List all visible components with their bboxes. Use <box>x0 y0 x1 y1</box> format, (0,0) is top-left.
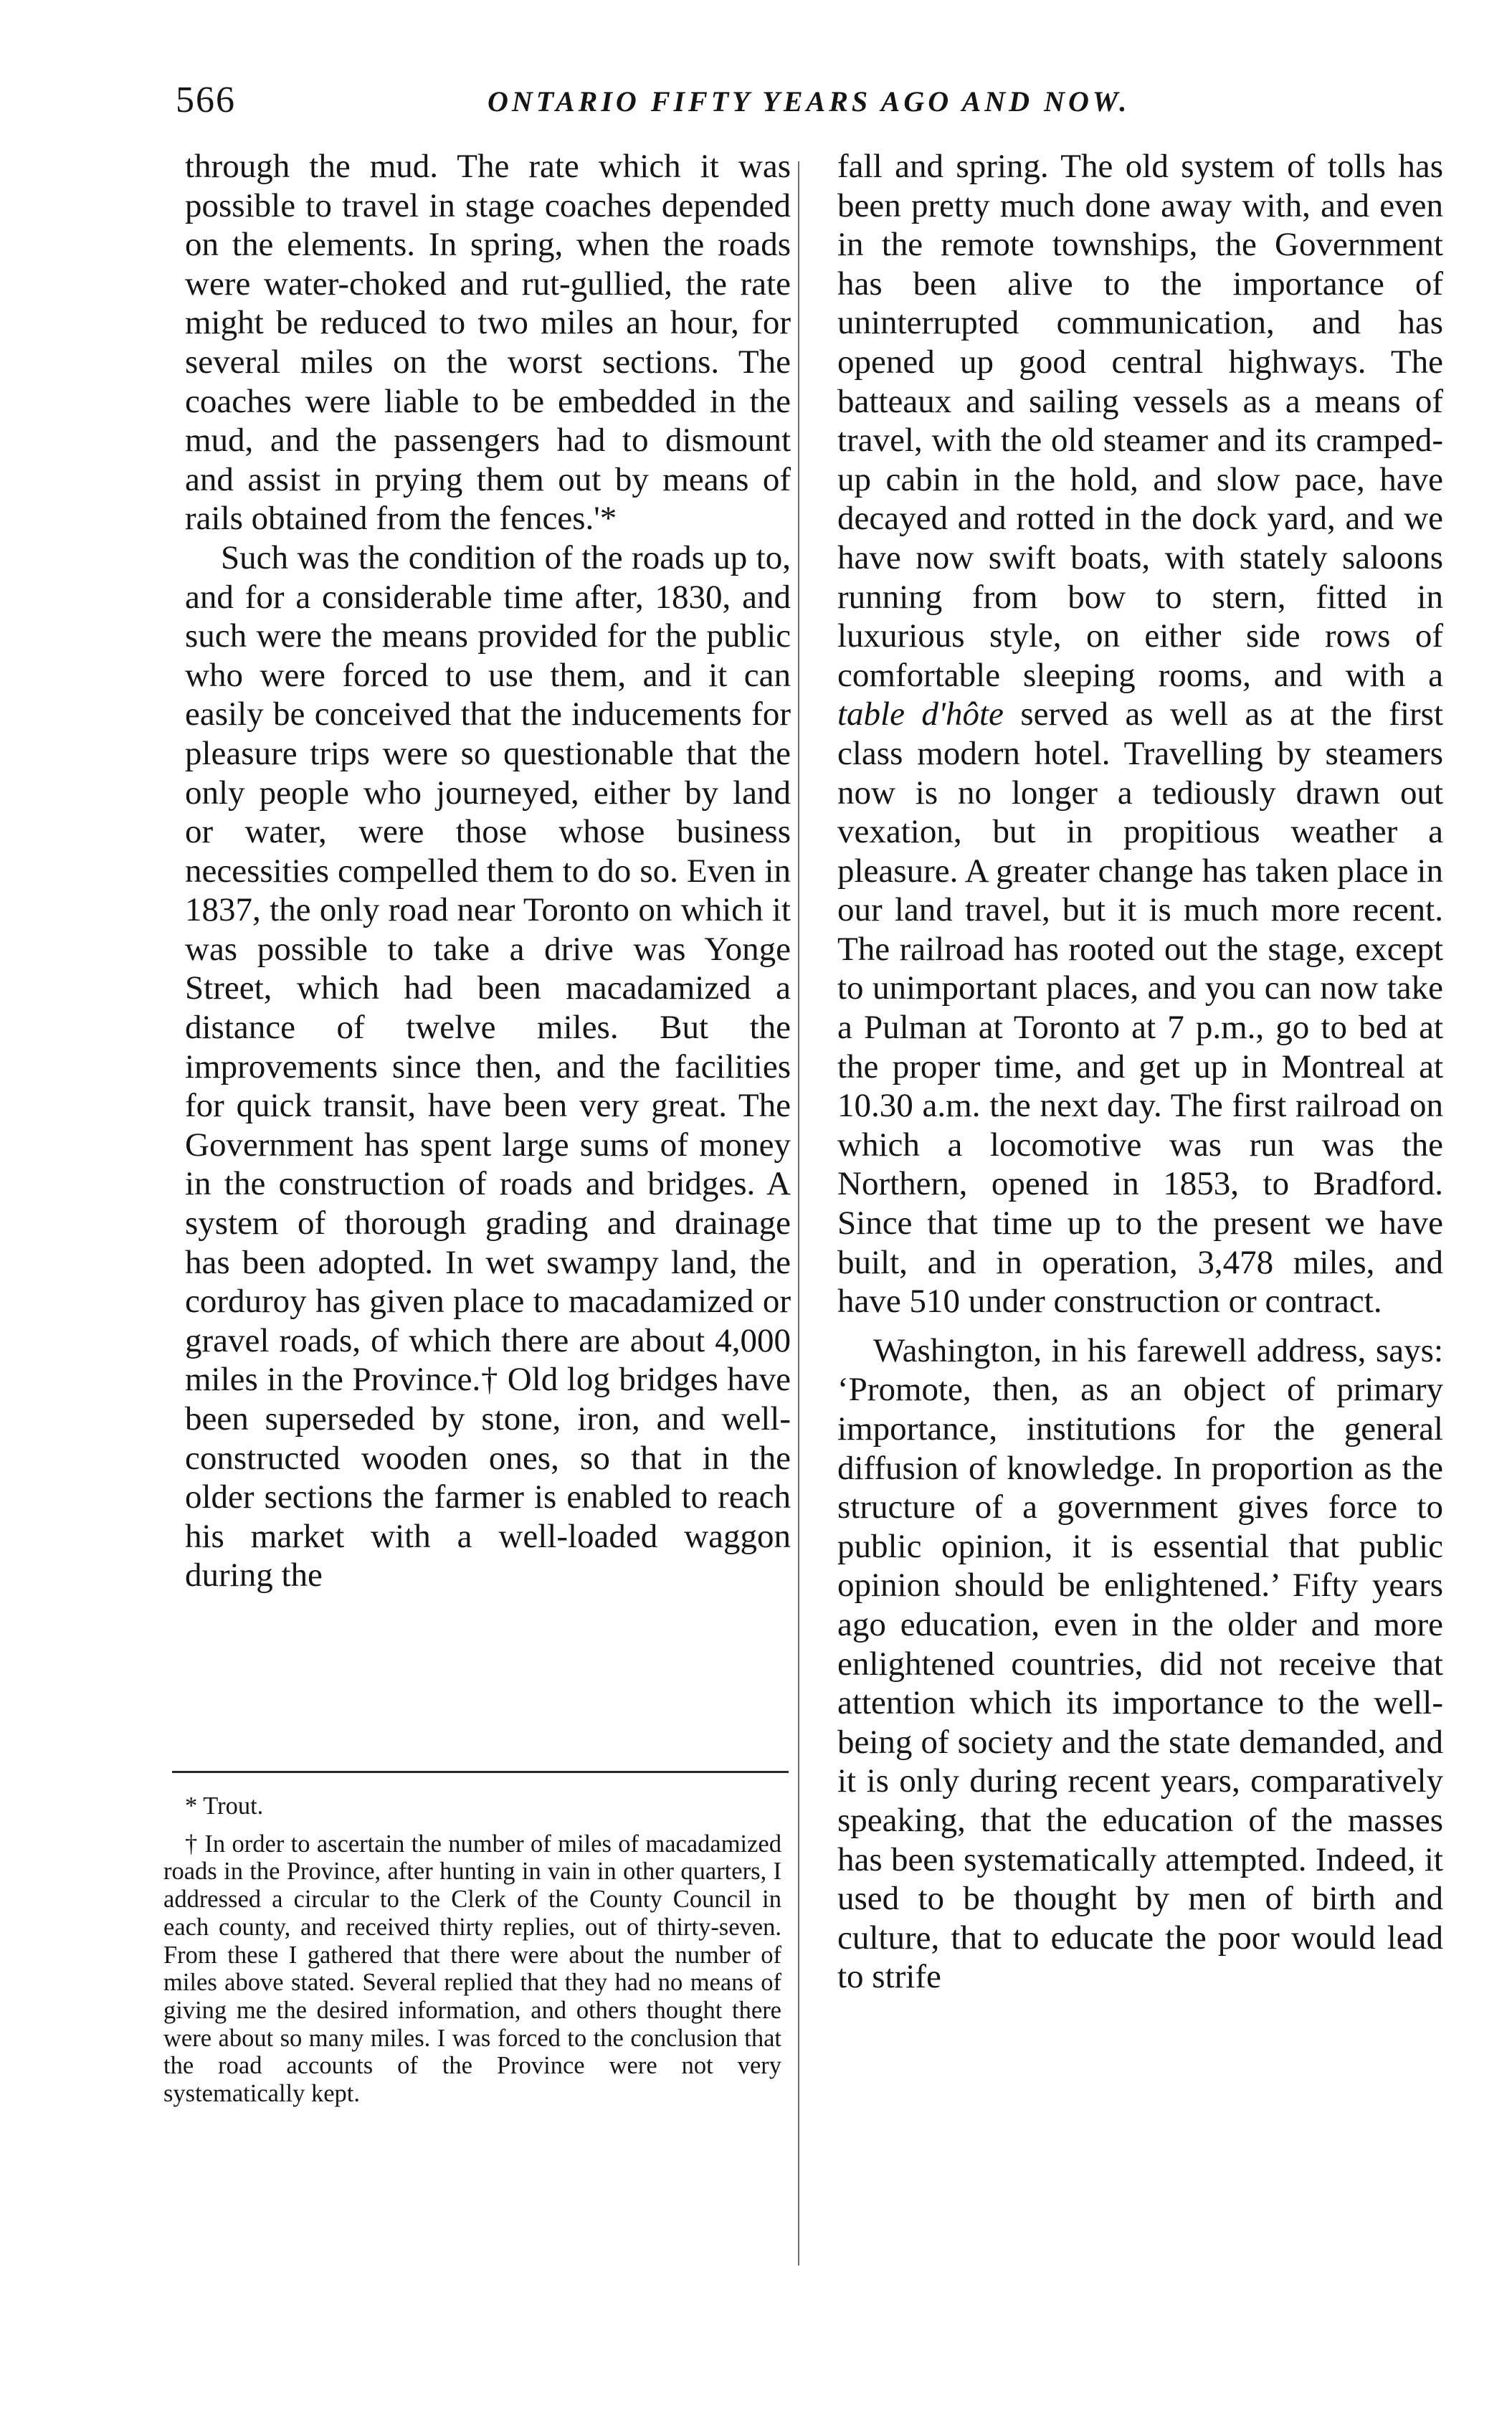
page-number: 566 <box>176 80 236 120</box>
italic-phrase: table d'hôte <box>837 695 1004 733</box>
left-column <box>185 147 791 1595</box>
right-column <box>837 147 1443 1997</box>
footnote-rule <box>172 1771 789 1773</box>
footnote-1: * Trout. <box>185 1792 264 1820</box>
right-paragraph-1-part-1: fall and spring. The old system of tolls has been pretty much done away with, and even in the remote townships, the Government has been alive to the importance of uninterrupted communication, and has opened up good central highways. The batteaux and sailing vessels as a means of travel, with the old steamer and its cramped-up cabin in the hold, and slow pace, have decayed and rotted in the dock yard, and we have now swift boats, with stately saloons running from bow to stern, fitted in luxurious style, on either side rows of comfortable sleeping rooms, and with a <box>837 148 1443 694</box>
right-paragraph-1 <box>837 147 1443 1321</box>
footnote-2: † In order to ascertain the number of miles of macadamized roads in the Province, after hunting in vain in other quarters, I addressed a circular to the Clerk of the County Council in each county, and received thirty replies, out of thirty-seven. From these I gathered that there were about the number of miles above stated. Several replied that they had no means of giving me the desired information, and others thought there were about so many miles. I was forced to the conclusion that the road accounts of the Province were not very systematically kept. <box>163 1830 781 2108</box>
right-paragraph-2: Washington, in his farewell address, says: ‘Promote, then, as an object of primary importance, institutions for the general diffusion of knowledge. In proportion as the structure of a government gives force to public opinion, it is essential that public opinion should be enlightened.’ Fifty years ago education, even in the older and more enlightened countries, did not receive that attention which its importance to the well-being of society and the state demanded, and it is only during recent years, comparatively speaking, that the education of the masses has been systematically attempted. Indeed, it used to be thought by men of birth and culture, that to educate the poor would lead to strife <box>837 1331 1443 1996</box>
left-paragraph-2: Such was the condition of the roads up to, and for a considerable time after, 1830, and such were the means provided for the public who were forced to use them, and it can easily be conceived that the inducements for pleasure trips were so questionable that the only people who journeyed, either by land or water, were those whose business necessities compelled them to do so. Even in 1837, the only road near Toronto on which it was possible to take a drive was Yonge Street, which had been macadamized a distance of twelve miles. But the improvements since then, and the facilities for quick transit, have been very great. The Government has spent large sums of money in the construction of roads and bridges. A system of thorough grading and drainage has been adopted. In wet swampy land, the corduroy has given place to macadamized or gravel roads, of which there are about 4,000 miles in the Province.† Old log bridges have been superseded by stone, iron, and well-constructed wooden ones, so that in the older sections the farmer is enabled to reach his market with a well-loaded waggon during the <box>185 538 791 1595</box>
right-paragraph-1-part-2: served as well as at the first class modern hotel. Travelling by steamers now is no longer a tediously drawn out vexation, but in propitious weather a pleasure. A greater change has taken place in our land travel, but it is much more recent. The railroad has rooted out the stage, except to unimportant places, and you can now take a Pulman at Toronto at 7 p.m., go to bed at the proper time, and get up in Montreal at 10.30 a.m. the next day. The first railroad on which a locomotive was run was the Northern, opened in 1853, to Bradford. Since that time up to the present we have built, and in operation, 3,478 miles, and have 510 under construction or contract. <box>837 695 1443 1321</box>
footnotes <box>163 1792 781 2108</box>
column-divider <box>798 161 799 2266</box>
left-paragraph-1: through the mud. The rate which it was possible to travel in stage coaches depended on the elements. In spring, when the roads were water-choked and rut-gullied, the rate might be reduced to two miles an hour, for several miles on the worst sections. The coaches were liable to be embedded in the mud, and the passengers had to dismount and assist in prying them out by means of rails obtained from the fences.'* <box>185 148 791 538</box>
running-title: ONTARIO FIFTY YEARS AGO AND NOW. <box>488 85 1131 118</box>
